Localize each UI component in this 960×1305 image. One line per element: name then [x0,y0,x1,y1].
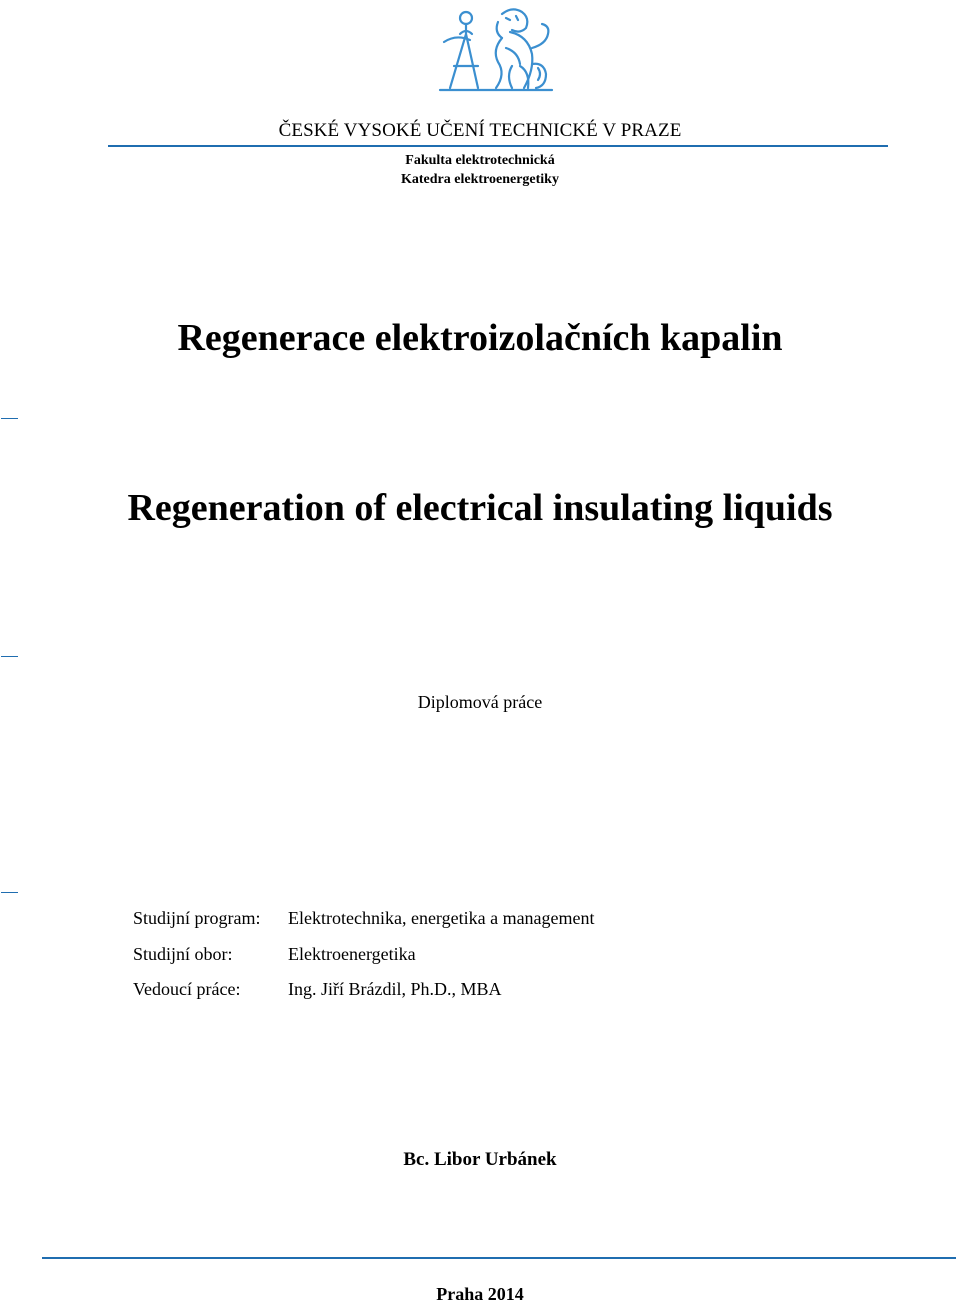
thesis-title-czech: Regenerace elektroizolačních kapalin [177,317,783,359]
info-label: Studijní program: [133,908,261,928]
place-year: Praha 2014 [436,1284,524,1304]
info-value: Elektrotechnika, energetika a management [288,908,595,928]
info-row-program [133,901,595,937]
faculty-name: Fakulta elektrotechnická [405,153,555,168]
study-info [133,901,595,1008]
header-rule [108,145,888,147]
info-row-supervisor [133,972,595,1008]
info-row-field [133,937,595,973]
info-label: Vedoucí práce: [133,979,241,999]
department-name: Katedra elektroenergetiky [401,172,559,187]
margin-mark [1,418,18,419]
university-name: ČESKÉ VYSOKÉ UČENÍ TECHNICKÉ V PRAZE [278,120,682,141]
margin-mark [1,892,18,893]
thesis-type: Diplomová práce [417,692,543,712]
info-value: Ing. Jiří Brázdil, Ph.D., MBA [288,979,502,999]
author-name: Bc. Libor Urbánek [403,1149,557,1170]
logo-mark [440,9,552,90]
info-value: Elektroenergetika [288,943,416,964]
info-label: Studijní obor: [133,943,233,964]
cvut-lion-logo-icon [436,4,554,92]
thesis-title-english: Regeneration of electrical insulating liquids [127,487,833,529]
margin-mark [1,656,18,657]
footer-rule [42,1257,956,1259]
